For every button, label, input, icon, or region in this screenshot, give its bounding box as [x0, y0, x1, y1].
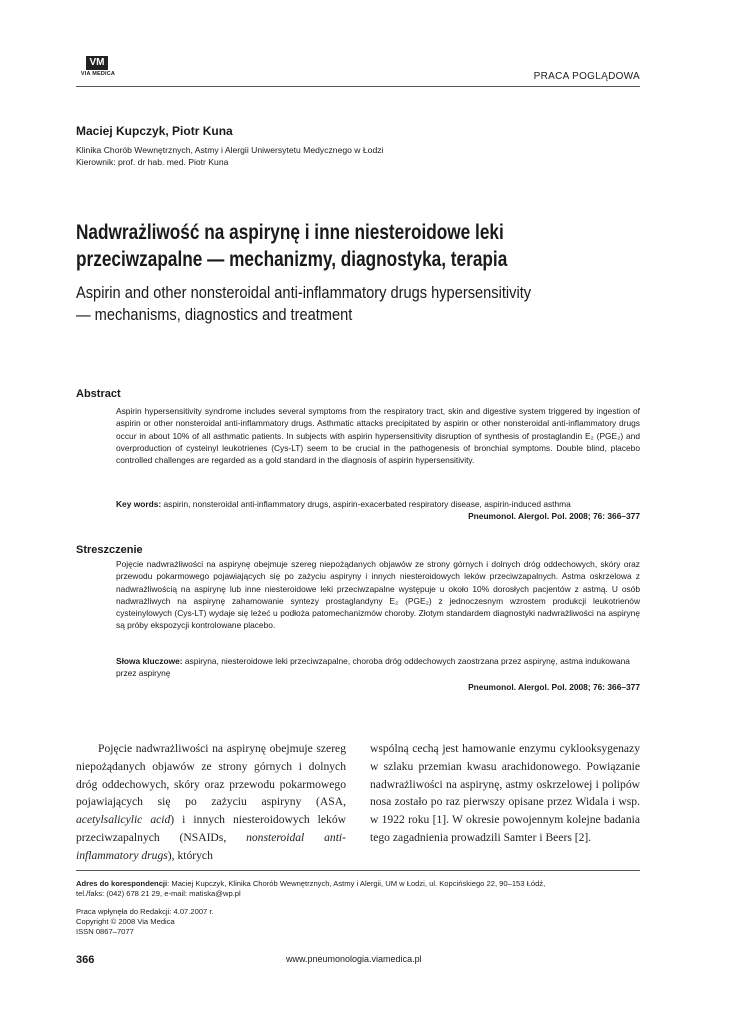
streszczenie-citation: Pneumonol. Alergol. Pol. 2008; 76: 366–377 [468, 682, 640, 692]
logo-text: VIA MEDICA [80, 71, 116, 77]
correspondence-address: : Maciej Kupczyk, Klinika Chorób Wewnętrznych, Astmy i Alergii, UM w Łodzi, ul. Kopcińskiego 22, 90–153 Łódź, [167, 879, 546, 888]
authors: Maciej Kupczyk, Piotr Kuna [76, 124, 233, 138]
header-divider [76, 86, 640, 87]
keywords-label: Key words: [116, 499, 162, 509]
received-date: Praca wpłynęła do Redakcji: 4.07.2007 r. [76, 907, 214, 916]
streszczenie-text: Pojęcie nadwrażliwości na aspirynę obejmuje szereg niepożądanych objawów ze strony górnych i dolnych dróg oddechowych, skóry oraz przewodu pokarmowego pojawiających się po zażyciu aspiryny i innych niesteroidowych leków przeciwzapalnych. Astma oskrzelowa z nadwrażliwością na aspirynę lub inne niesteroidowe leki przeciwzapalne występuje u około 10% dorosłych pacjentów z astmą. U osób nadwrażliwych na aspirynę zahamowanie syntezy prostaglandyny E₂ (PGE₂) z jednoczesnym wzrostem produkcji leukotrienów cysteinylowych (Cys-LT) wydaje się leżeć u podłoża patomechanizmów choroby. Złotym standardem diagnostyki nadwrażliwości na aspirynę są próby ekspozycji kontrolowane placebo. [116, 559, 640, 631]
footer-divider [76, 870, 640, 871]
body-column-right: wspólną cechą jest hamowanie enzymu cyklooksygenazy w szlaku przemian kwasu arachidonowego. Powiązanie nadwrażliwości na aspirynę, astmy oskrzelowej i polipów nosa zostało po raz pierwszy opisane przez Widala i wsp. w 1922 roku [1]. W okresie powojennym kolejne badania tego zagadnienia prowadzili Samter i Beers [2]. [370, 742, 640, 844]
abstract-citation: Pneumonol. Alergol. Pol. 2008; 76: 366–377 [468, 511, 640, 521]
journal-url: www.pneumonologia.viamedica.pl [286, 954, 422, 964]
issn: ISSN 0867–7077 [76, 927, 134, 937]
keywords-list: aspirin, nonsteroidal anti-inflammatory drugs, aspirin-exacerbated respiratory disease, aspirin-induced asthma [163, 499, 571, 509]
body-term: acetylsalicylic acid [76, 813, 171, 827]
title-english [76, 282, 644, 326]
body-term: nonsteroidal anti-inflammatory drugs [76, 830, 346, 862]
correspondence [76, 879, 545, 899]
abstract-text: Aspirin hypersensitivity syndrome includes several symptoms from the respiratory tract, skin and digestive system triggered by ingestion of aspirin or other nonsteroidal anti-inflammatory drugs. Asthmatic attacks precipitated by aspirin or other nonsteroidal anti-inflammatory drugs occur in about 10% of all asthmatic patients. In subjects with aspirin hypersensitivity disruption of synthesis of prostaglandin E₂ (PGE₂) and overproduction of cysteinyl leukotrienes (Cys-LT) seem to be crucial in the pathogenesis of bronchial symptoms. Double blind, placebo controlled challenges are regarded as a gold standard in the diagnosis of aspirin hypersensitivity. [116, 406, 640, 466]
copyright: Copyright © 2008 Via Medica [76, 917, 175, 927]
title-english-line2: — mechanisms, diagnostics and treatment [76, 305, 353, 324]
title-polish [76, 219, 640, 273]
streszczenie-heading: Streszczenie [76, 544, 143, 556]
affiliation-head: Kierownik: prof. dr hab. med. Piotr Kuna [76, 157, 229, 167]
publication-info [76, 907, 214, 938]
slowa-kluczowe-label: Słowa kluczowe: [116, 656, 183, 666]
correspondence-label: Adres do korespondencji [76, 879, 168, 888]
body-column-left [76, 740, 346, 865]
title-polish-line2: przeciwzapalne — mechanizmy, diagnostyka, terapia [76, 248, 508, 271]
publisher-logo [76, 56, 120, 80]
affiliation-line: Klinika Chorób Wewnętrznych, Astmy i Alergii Uniwersytetu Medycznego w Łodzi [76, 145, 384, 155]
body-text: ), których [167, 848, 213, 862]
title-english-line1: Aspirin and other nonsteroidal anti-inflammatory drugs hypersensitivity [76, 283, 532, 302]
title-polish-line1: Nadwrażliwość na aspirynę i inne niesteroidowe leki [76, 221, 504, 244]
section-label: PRACA POGLĄDOWA [533, 71, 640, 82]
slowa-kluczowe-list: aspiryna, niesteroidowe leki przeciwzapalne, choroba dróg oddechowych zaostrzana przez aspirynę, astma indukowana przez aspirynę [116, 656, 630, 679]
affiliation [76, 144, 383, 168]
correspondence-contact: tel./faks: (042) 678 21 29, e-mail: matiska@wp.pl [76, 889, 241, 899]
logo-mark: VM [86, 56, 108, 70]
body-text: Pojęcie nadwrażliwości na aspirynę obejmuje szereg niepożądanych objawów ze strony górnych i dolnych dróg oddechowych, skóry oraz przewodu pokarmowego pojawiających się po zażyciu aspiryny (ASA, [76, 742, 346, 809]
streszczenie-keywords [116, 655, 640, 680]
abstract-heading: Abstract [76, 388, 121, 400]
page-number: 366 [76, 954, 95, 966]
body-text: ) i innych niesteroidowych leków przeciwzapalnych (NSAIDs, [76, 813, 346, 844]
abstract-keywords [116, 498, 640, 510]
